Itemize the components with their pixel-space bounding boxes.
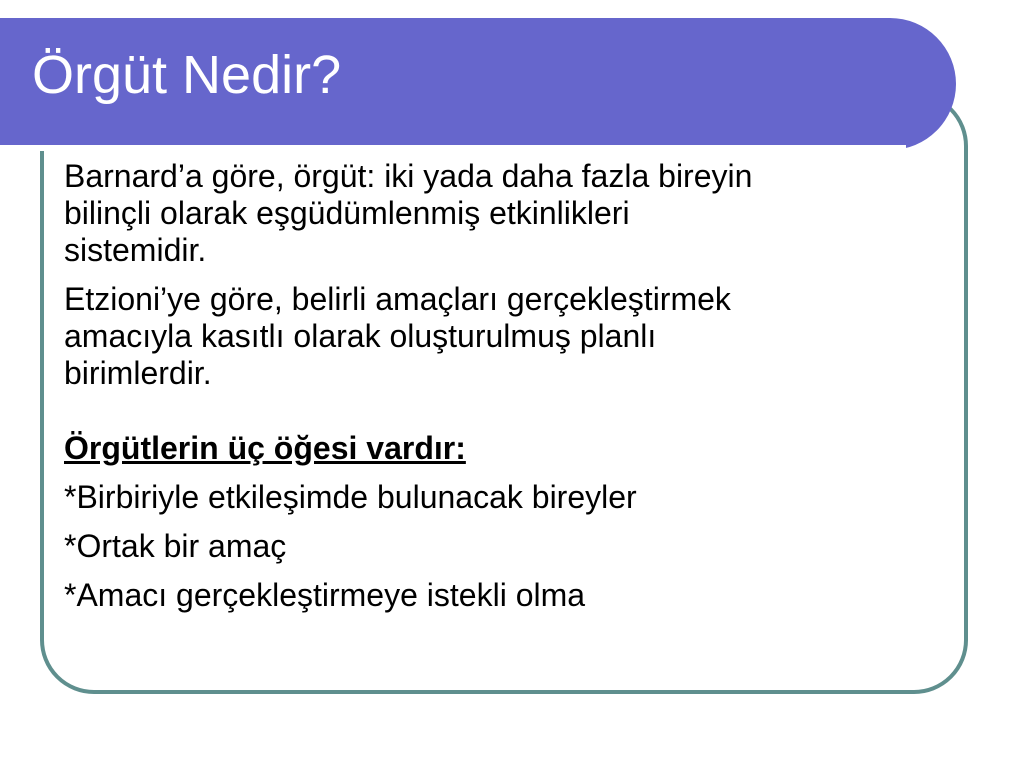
paragraph-line: bilinçli olarak eşgüdümlenmiş etkinlikleri	[64, 195, 630, 231]
paragraph-line: sistemidir.	[64, 232, 207, 268]
title-underline	[0, 145, 906, 151]
list-item: *Amacı gerçekleştirmeye istekli olma	[64, 577, 586, 613]
list-item: *Birbiriyle etkileşimde bulunacak bireyler	[64, 479, 637, 515]
paragraph-etzioni	[64, 281, 944, 392]
paragraph-line: Barnard’a göre, örgüt: iki yada daha fazla bireyin	[64, 158, 753, 194]
paragraph-line: birimlerdir.	[64, 355, 212, 391]
paragraph-barnard	[64, 158, 944, 269]
elements-heading-block	[64, 430, 944, 467]
paragraph-line: Etzioni’ye göre, belirli amaçları gerçekleştirmek	[64, 281, 731, 317]
spacer	[64, 392, 944, 430]
slide-title: Örgüt Nedir?	[32, 45, 342, 105]
paragraph-line: amacıyla kasıtlı olarak oluşturulmuş planlı	[64, 318, 657, 354]
elements-heading: Örgütlerin üç öğesi vardır:	[64, 430, 466, 466]
slide-body	[64, 158, 944, 614]
list-item: *Ortak bir amaç	[64, 528, 287, 564]
